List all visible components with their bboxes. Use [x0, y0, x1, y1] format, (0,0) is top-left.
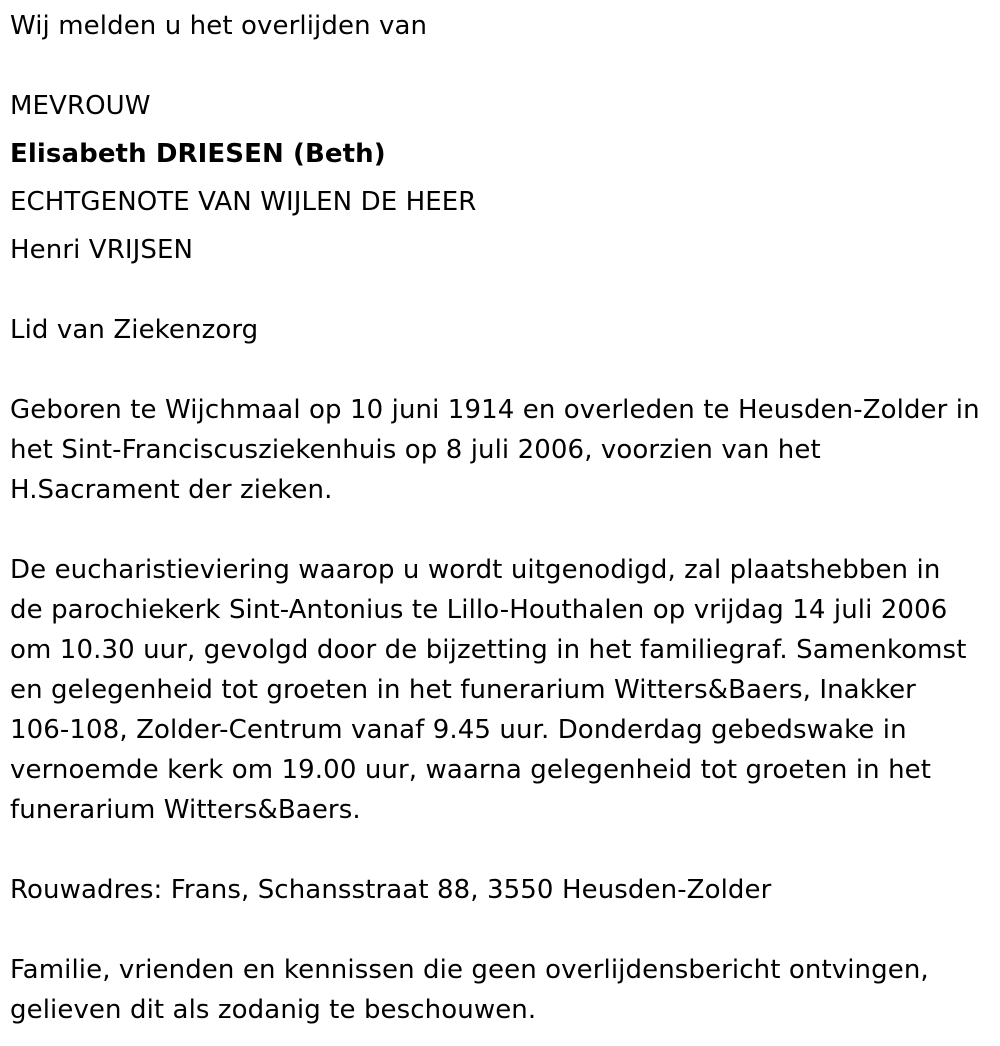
paragraph-line: vernoemde kerk om 19.00 uur, waarna gelegenheid tot groeten in het	[10, 755, 932, 785]
paragraph-line: het Sint-Franciscusziekenhuis op 8 juli 2006, voorzien van het	[10, 435, 821, 465]
intro-line: Wij melden u het overlijden van	[10, 11, 428, 41]
deceased-name: Elisabeth DRIESEN (Beth)	[10, 139, 386, 169]
paragraph-line: H.Sacrament der zieken.	[10, 475, 333, 505]
membership-line: Lid van Ziekenzorg	[10, 315, 259, 345]
title-prefix: MEVROUW	[10, 91, 151, 121]
mourning-address: Rouwadres: Frans, Schansstraat 88, 3550 Heusden-Zolder	[10, 875, 772, 905]
paragraph-line: De eucharistieviering waarop u wordt uitgenodigd, zal plaatshebben in	[10, 555, 941, 585]
paragraph-line: de parochiekerk Sint-Antonius te Lillo-Houthalen op vrijdag 14 juli 2006	[10, 595, 948, 625]
paragraph-line: 106-108, Zolder-Centrum vanaf 9.45 uur. Donderdag gebedswake in	[10, 715, 907, 745]
paragraph-line: funerarium Witters&Baers.	[10, 795, 361, 825]
paragraph-line: Familie, vrienden en kennissen die geen overlijdensbericht ontvingen,	[10, 955, 929, 985]
spouse-label: ECHTGENOTE VAN WIJLEN DE HEER	[10, 187, 477, 217]
spouse-name: Henri VRIJSEN	[10, 235, 194, 265]
paragraph-line: Geboren te Wijchmaal op 10 juni 1914 en overleden te Heusden-Zolder in	[10, 395, 980, 425]
paragraph-line: gelieven dit als zodanig te beschouwen.	[10, 995, 537, 1025]
paragraph-line: en gelegenheid tot groeten in het funerarium Witters&Baers, Inakker	[10, 675, 916, 705]
paragraph-line: om 10.30 uur, gevolgd door de bijzetting in het familiegraf. Samenkomst	[10, 635, 967, 665]
